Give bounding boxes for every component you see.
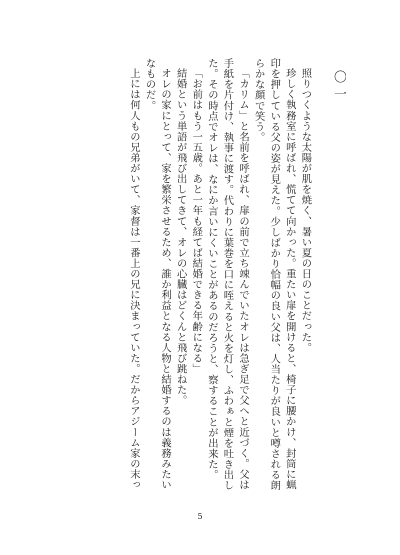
- paragraph: 結婚という単語が飛び出してきて、オレの心臓はどくんと飛び跳ねた。: [174, 68, 187, 406]
- paragraph: 上には何人もの兄弟がいて、家督は一番上の兄に決まっていた。だからアジーム家の末っ: [127, 68, 140, 491]
- page-number: 5: [197, 512, 203, 521]
- vertical-text-body: [46, 58, 346, 498]
- paragraph: オレの家にとって、家を繁栄させるため、誰か利益となる人物と結婚するのは義務みたいなものだ。: [143, 58, 172, 491]
- paragraph: 「お前はもう一五歳。あと一年も経てば結婚できる年齢になる」: [190, 68, 203, 375]
- paragraph: 照りつくような太陽が肌を焼く、暑い夏の日のことだった。: [299, 68, 312, 354]
- paragraph: 珍しく執務室に呼ばれ、慌てて向かった。重たい扉を開けると、椅子に腰かけ、封筒に蝋印を押している父の姿が見えた。少しばかり恰幅の良い父は、人当たりが良いと噂される朗らかな顔で笑う。: [252, 58, 296, 491]
- paragraph: 「カリム」と名前を呼ばれ、扉の前で立ち竦んでいたオレは急ぎ足で父へと近づく。父は手紙を片付け、執事に渡す。代わりに葉巻を口に咥えると火を灯し、ふわぁと煙を吐き出した。その時点でオレは、なにか言いにくいことがあるのだろうと、察することが出来た。: [205, 58, 250, 491]
- chapter-heading: 〇一: [331, 70, 346, 104]
